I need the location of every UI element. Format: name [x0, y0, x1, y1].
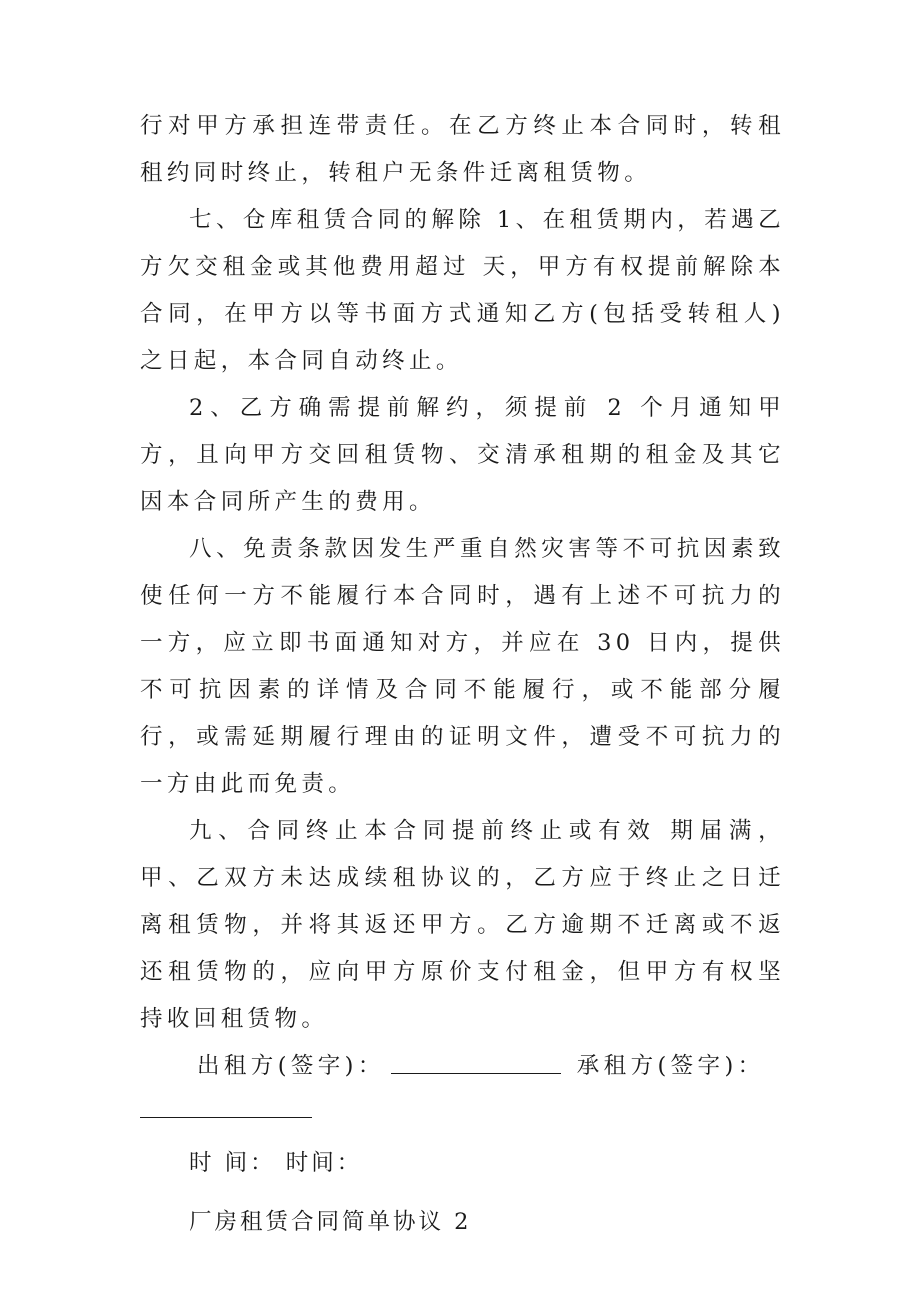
time-line: 时 间： 时间：: [189, 1150, 363, 1176]
signature-line: [140, 1043, 785, 1090]
lessor-signature-blank: [391, 1072, 561, 1074]
paragraph-clause-7-item-2: 2、乙方确需提前解约，须提前 2 个月通知甲方，且向甲方交回租赁物、交清承租期的租金及其它因本合同所产生的费用。: [140, 395, 785, 515]
paragraph-clause-8: 八、免责条款因发生严重自然灾害等不可抗因素致使任何一方不能履行本合同时，遇有上述不可抗力的一方，应立即书面通知对方，并应在 30 日内，提供不可抗因素的详情及合同不能履行，或不能部分履行，或需延期履行理由的证明文件，遭受不可抗力的一方由此而免责。: [140, 536, 785, 797]
document-body: [140, 103, 785, 1246]
lessee-signature-blank: [140, 1116, 312, 1118]
lessee-signature-label: 承租方(签字)：: [576, 1053, 765, 1079]
paragraph-continuation: 行对甲方承担连带责任。在乙方终止本合同时，转租租约同时终止，转租户无条件迁离租赁物。: [140, 113, 785, 186]
lessor-signature-label: 出租方(签字)：: [197, 1053, 385, 1079]
paragraph-clause-7: 七、仓库租赁合同的解除 1、在租赁期内，若遇乙方欠交租金或其他费用超过 天，甲方有权提前解除本合同，在甲方以等书面方式通知乙方(包括受转租人)之日起，本合同自动终止。: [140, 207, 785, 374]
paragraph-clause-9: 九、合同终止本合同提前终止或有效 期届满，甲、乙双方未达成续租协议的，乙方应于终止之日迁离租赁物，并将其返还甲方。乙方逾期不迁离或不返还租赁物的，应向甲方原价支付租金，但甲方有权坚持收回租赁物。: [140, 818, 785, 1032]
next-document-title: 厂房租赁合同简单协议 2: [189, 1209, 472, 1235]
